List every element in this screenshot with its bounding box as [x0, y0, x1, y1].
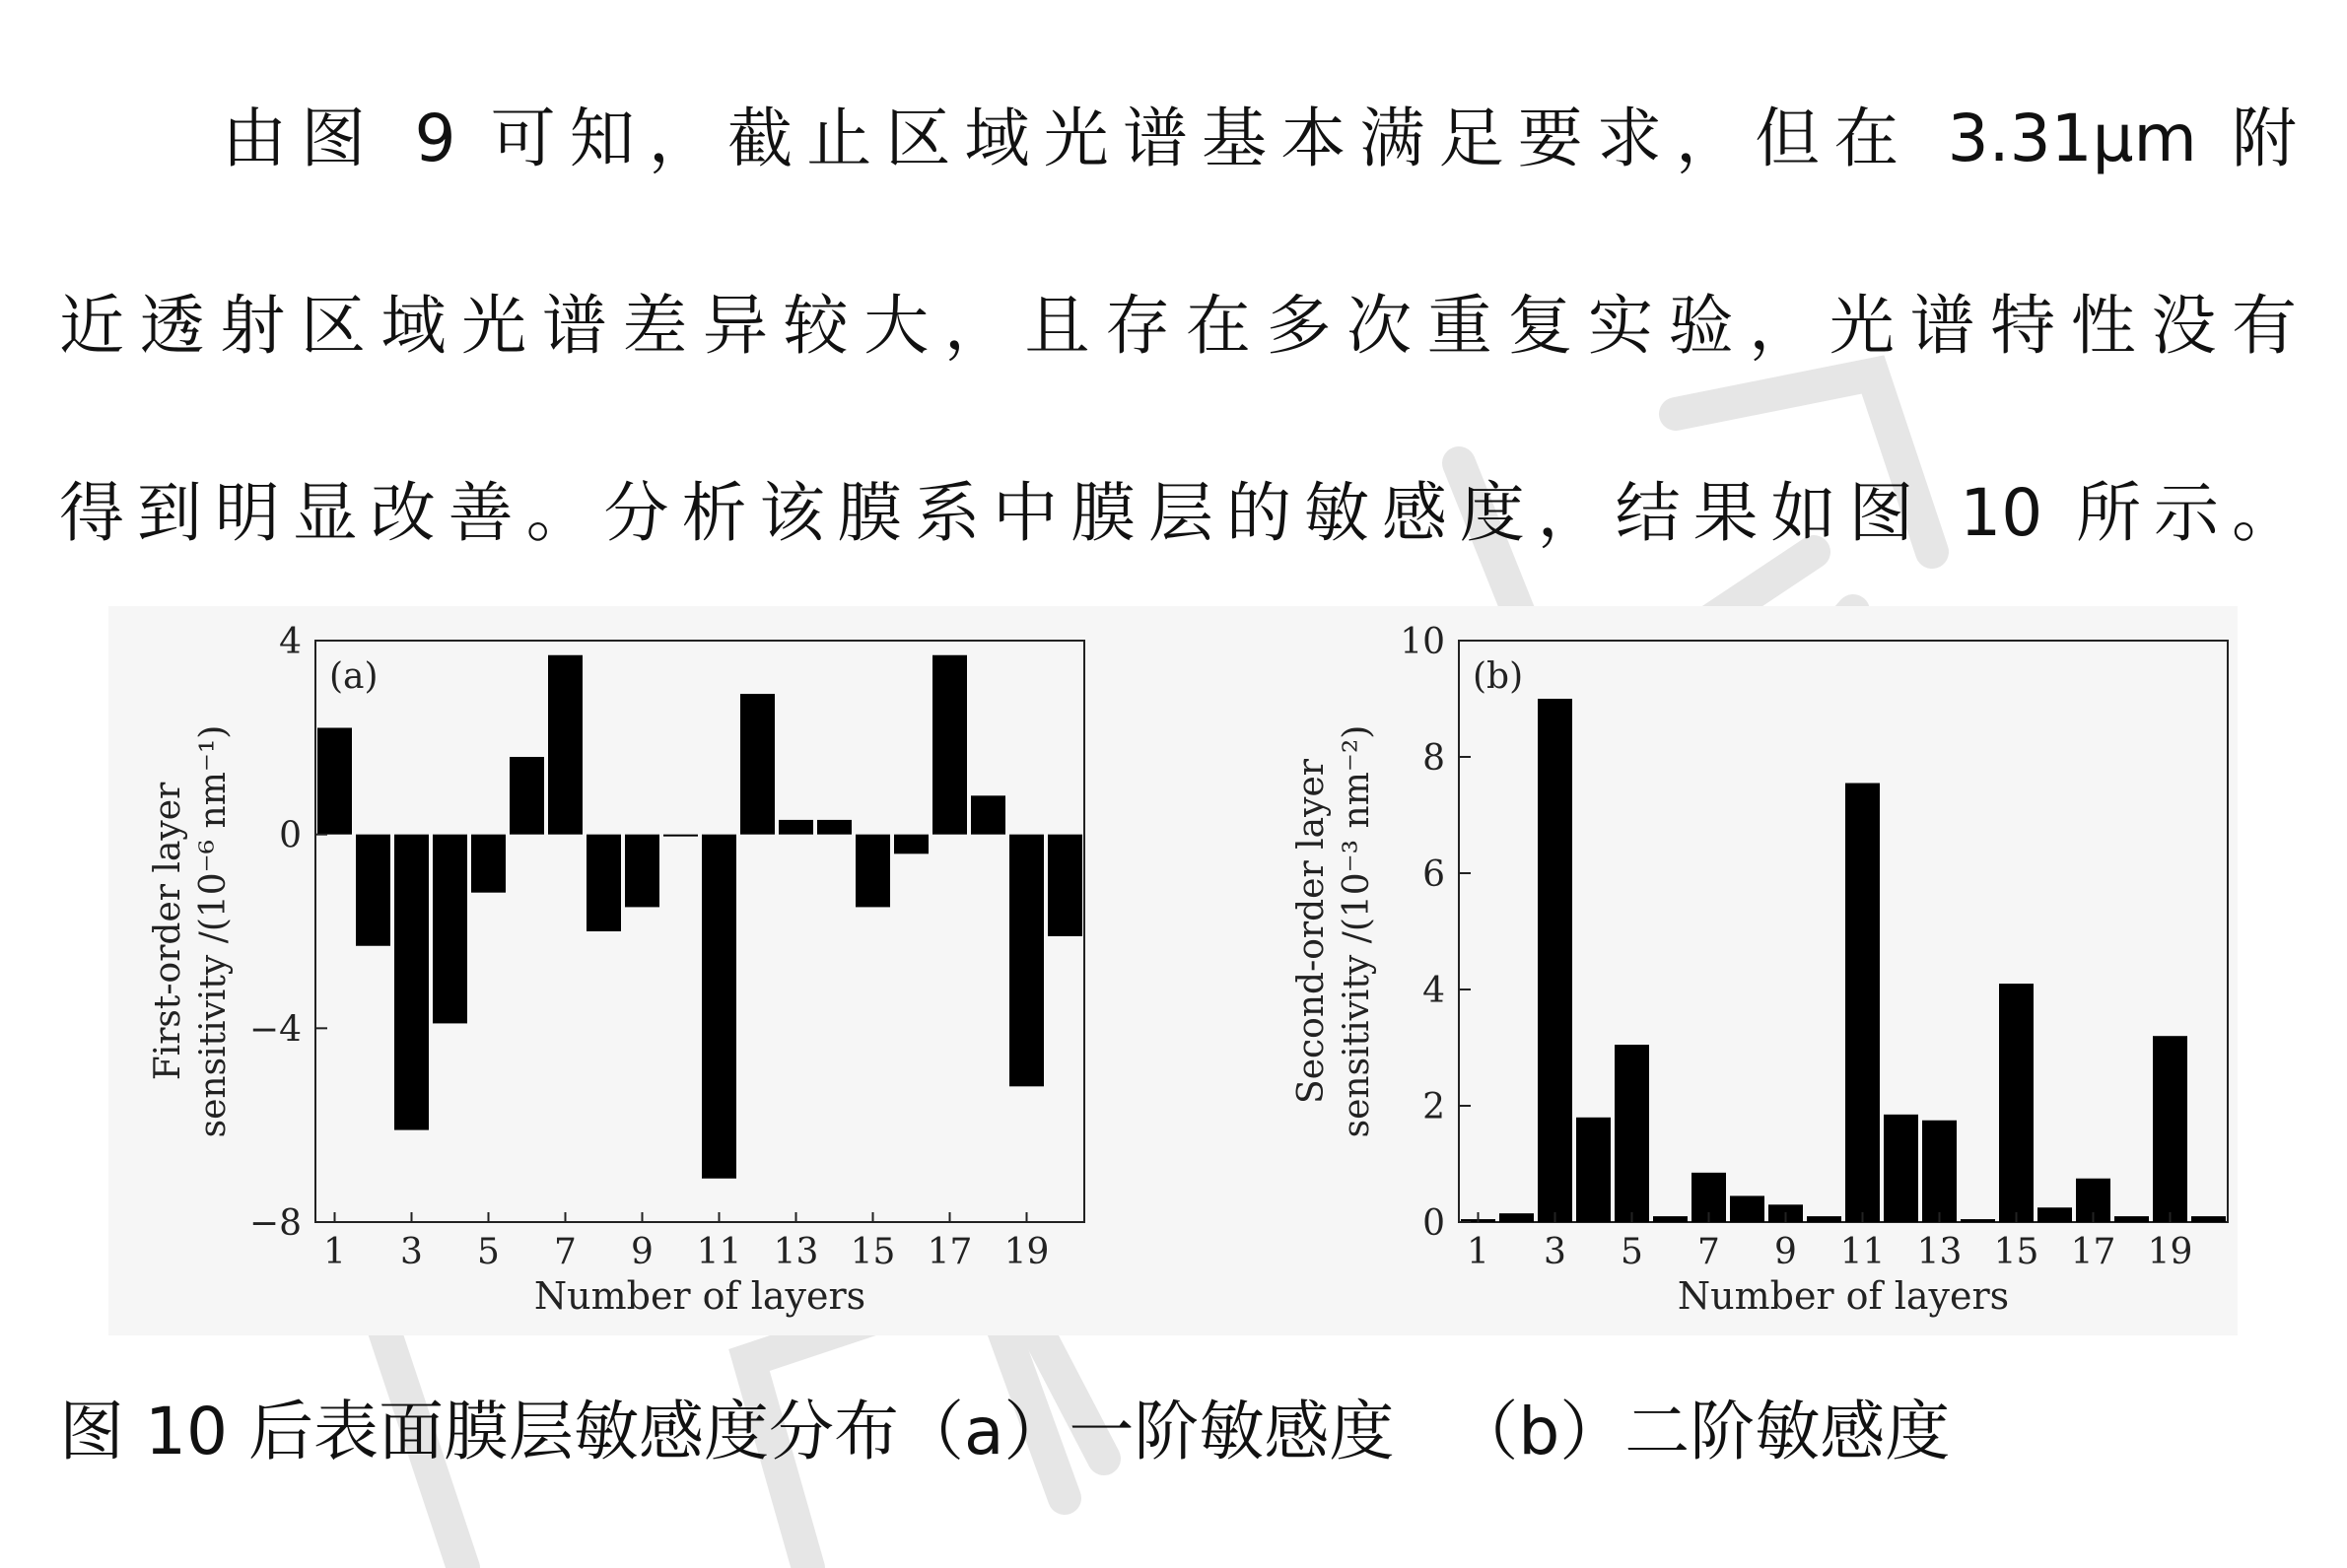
x-tick-label: 19 — [2147, 1232, 2193, 1272]
x-tick-label: 7 — [554, 1232, 577, 1272]
plot-frame — [1459, 641, 2228, 1222]
bar-layer-6 — [510, 757, 544, 835]
bar-layer-15 — [1999, 984, 2034, 1222]
y-tick-label: 8 — [1422, 738, 1445, 779]
bar-layer-2 — [1499, 1213, 1534, 1222]
bar-layer-2 — [356, 835, 390, 946]
bar-layer-14 — [817, 820, 852, 835]
bar-layer-20 — [2191, 1216, 2226, 1222]
bar-layer-10 — [1807, 1216, 1841, 1222]
bar-layer-19 — [2153, 1036, 2187, 1222]
bar-layer-20 — [1048, 835, 1082, 936]
y-tick-label: 0 — [1422, 1203, 1445, 1244]
x-tick-label: 1 — [1467, 1232, 1489, 1272]
bar-layer-13 — [779, 820, 813, 835]
bar-layer-14 — [1961, 1219, 1995, 1222]
x-tick-label: 11 — [1839, 1232, 1886, 1272]
bar-layer-11 — [702, 835, 736, 1179]
bar-layer-3 — [394, 835, 429, 1130]
bar-layer-9 — [625, 835, 659, 908]
bar-layer-12 — [1884, 1115, 1918, 1222]
bar-layer-18 — [971, 795, 1005, 834]
bar-layer-10 — [663, 835, 698, 837]
x-tick-label: 17 — [2070, 1232, 2116, 1272]
bar-layer-3 — [1538, 699, 1572, 1222]
y-axis-label-line-2: sensitivity /(10⁻³ nm⁻²) — [1337, 724, 1377, 1138]
chart-second-order-sensitivity — [1252, 606, 2238, 1335]
x-axis-label: Number of layers — [533, 1274, 866, 1318]
bar-layer-7 — [548, 655, 583, 835]
y-axis-label-line-2: sensitivity /(10⁻⁶ nm⁻¹) — [193, 724, 234, 1138]
x-tick-label: 9 — [1774, 1232, 1797, 1272]
y-axis-label-line-1: Second-order layer — [1291, 759, 1332, 1104]
x-tick-label: 11 — [696, 1232, 742, 1272]
x-tick-label: 7 — [1697, 1232, 1720, 1272]
bar-layer-4 — [433, 835, 467, 1024]
y-tick-label: −8 — [248, 1203, 302, 1244]
x-tick-label: 5 — [1621, 1232, 1643, 1272]
x-tick-label: 13 — [773, 1232, 819, 1272]
x-tick-label: 1 — [323, 1232, 346, 1272]
figure-caption — [59, 1394, 2297, 1469]
y-tick-label: 2 — [1422, 1087, 1445, 1127]
bar-layer-15 — [856, 835, 890, 908]
x-tick-label: 3 — [1544, 1232, 1566, 1272]
caption-part-a: 图 10 后表面膜层敏感度分布（a）一阶敏感度 — [59, 1394, 1395, 1469]
bar-layer-16 — [2037, 1207, 2072, 1222]
x-tick-label: 13 — [1916, 1232, 1963, 1272]
x-tick-label: 17 — [927, 1232, 973, 1272]
plot-frame — [315, 641, 1084, 1222]
y-tick-label: 10 — [1400, 622, 1445, 662]
y-tick-label: −4 — [248, 1009, 302, 1051]
bar-layer-17 — [932, 655, 967, 835]
y-tick-label: 0 — [279, 815, 302, 856]
figure-10 — [108, 606, 2238, 1335]
x-tick-label: 9 — [631, 1232, 654, 1272]
x-tick-label: 19 — [1003, 1232, 1050, 1272]
bar-layer-18 — [2114, 1216, 2149, 1222]
x-axis-label: Number of layers — [1677, 1274, 2010, 1318]
bar-layer-4 — [1576, 1118, 1611, 1222]
bar-layer-8 — [1730, 1195, 1764, 1222]
bar-layer-13 — [1922, 1121, 1957, 1222]
bar-layer-8 — [587, 835, 621, 931]
caption-part-b: （b）二阶敏感度 — [1453, 1394, 1951, 1469]
x-tick-label: 5 — [477, 1232, 500, 1272]
bar-layer-19 — [1009, 835, 1044, 1087]
paragraph-line-3: 得到明显改善。分析该膜系中膜层的敏感度，结果如图 10 所示。 — [59, 475, 2297, 551]
y-tick-label: 6 — [1422, 854, 1445, 895]
bar-layer-11 — [1845, 784, 1880, 1222]
y-tick-label: 4 — [1422, 971, 1445, 1011]
x-tick-label: 15 — [1993, 1232, 2039, 1272]
x-tick-label: 15 — [850, 1232, 896, 1272]
bar-layer-5 — [471, 835, 506, 893]
paragraph-line-1: 由图 9 可知，截止区域光谱基本满足要求，但在 3.31μm 附 — [222, 101, 2297, 176]
bar-layer-16 — [894, 835, 929, 854]
panel-label: (a) — [329, 656, 379, 697]
panel-label: (b) — [1473, 656, 1524, 697]
bar-layer-6 — [1653, 1216, 1688, 1222]
chart-first-order-sensitivity — [108, 606, 1094, 1335]
paragraph-line-2: 近透射区域光谱差异较大，且存在多次重复实验，光谱特性没有 — [59, 288, 2297, 364]
y-tick-label: 4 — [279, 622, 302, 662]
y-axis-label-line-1: First-order layer — [148, 782, 188, 1081]
bar-layer-12 — [740, 694, 775, 835]
bar-layer-1 — [317, 728, 352, 835]
bar-layer-5 — [1615, 1045, 1649, 1222]
x-tick-label: 3 — [400, 1232, 423, 1272]
